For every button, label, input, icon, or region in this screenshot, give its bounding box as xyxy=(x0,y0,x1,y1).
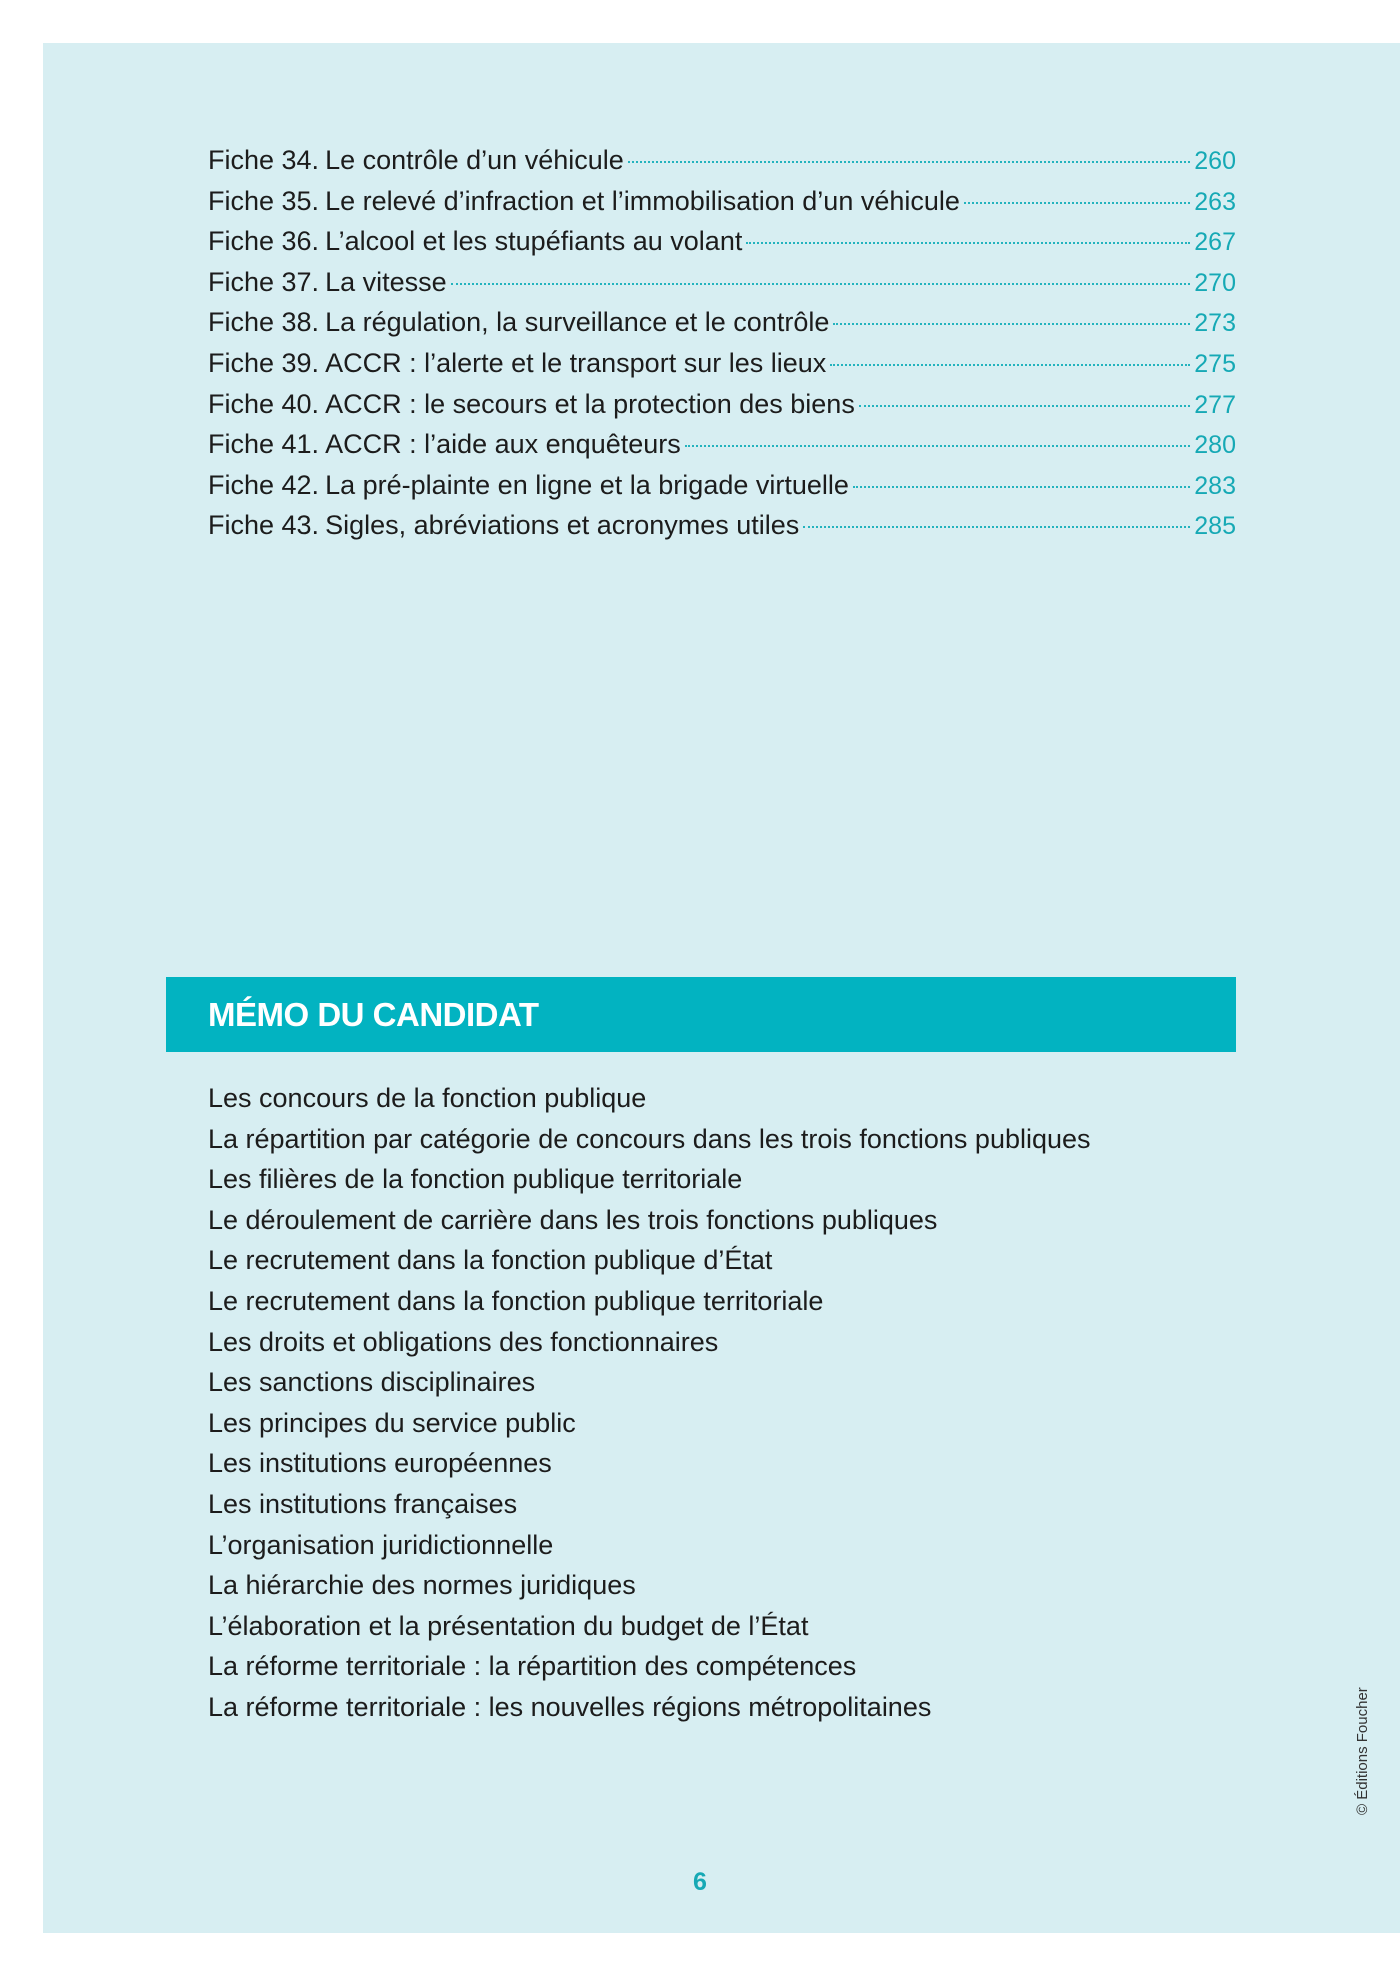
toc-entry-title: Le relevé d’infraction et l’immobilisation d’un véhicule xyxy=(325,185,960,216)
toc-entry-title: La pré-plainte en ligne et la brigade virtuelle xyxy=(325,469,849,500)
memo-section-title: MÉMO DU CANDIDAT xyxy=(208,996,539,1033)
toc-dot-leader xyxy=(853,486,1190,488)
toc-entry-page: 260 xyxy=(1194,147,1236,175)
copyright-notice: © Éditions Foucher xyxy=(1354,1687,1371,1815)
toc-entry-page: 263 xyxy=(1194,187,1236,216)
toc-dot-leader xyxy=(859,405,1190,407)
memo-section-header xyxy=(166,977,1236,1052)
toc-entry-number: Fiche 34. xyxy=(208,145,320,175)
memo-item[interactable]: La réforme territoriale : les nouvelles régions métropolitaines xyxy=(208,1691,932,1722)
memo-item[interactable]: L’organisation juridictionnelle xyxy=(208,1529,554,1560)
toc-entry-number: Fiche 37. xyxy=(208,266,320,297)
toc-entry[interactable] xyxy=(208,470,1236,511)
toc-entry-number: Fiche 42. xyxy=(208,469,320,500)
toc-entry-number: Fiche 43. xyxy=(208,510,320,541)
toc-entry[interactable] xyxy=(208,510,1236,551)
toc-dot-leader xyxy=(746,242,1190,244)
toc-entry-page: 283 xyxy=(1194,471,1236,500)
page-number: 6 xyxy=(693,1868,707,1896)
toc-dot-leader xyxy=(685,445,1191,447)
toc-entry-page: 270 xyxy=(1194,268,1236,297)
memo-item[interactable]: La répartition par catégorie de concours dans les trois fonctions publiques xyxy=(208,1123,1091,1154)
toc-entry-title: ACCR : le secours et la protection des biens xyxy=(325,388,855,419)
toc-entry[interactable] xyxy=(208,307,1236,348)
toc-dot-leader xyxy=(964,202,1190,204)
toc-entry-number: Fiche 38. xyxy=(208,307,320,338)
toc-entry[interactable] xyxy=(208,267,1236,308)
toc-entry-page: 273 xyxy=(1194,309,1236,338)
toc-dot-leader xyxy=(628,161,1191,163)
memo-item[interactable]: L’élaboration et la présentation du budget de l’État xyxy=(208,1610,809,1641)
table-of-contents xyxy=(208,145,1236,551)
memo-item[interactable]: Les sanctions disciplinaires xyxy=(208,1367,536,1398)
memo-list xyxy=(208,1078,1258,1728)
toc-entry-number: Fiche 36. xyxy=(208,226,320,257)
memo-item[interactable]: Les institutions européennes xyxy=(208,1448,552,1479)
toc-dot-leader xyxy=(451,283,1191,285)
toc-dot-leader xyxy=(830,364,1190,366)
memo-item[interactable]: Les droits et obligations des fonctionnaires xyxy=(208,1326,719,1357)
memo-item[interactable]: Les institutions françaises xyxy=(208,1488,518,1519)
toc-entry-page: 280 xyxy=(1194,431,1236,460)
toc-entry[interactable] xyxy=(208,186,1236,227)
memo-item[interactable]: Le recrutement dans la fonction publique territoriale xyxy=(208,1285,824,1316)
memo-item[interactable]: Les concours de la fonction publique xyxy=(208,1083,647,1113)
toc-entry-title: L’alcool et les stupéfiants au volant xyxy=(325,226,743,257)
toc-entry[interactable] xyxy=(208,226,1236,267)
toc-entry-page: 275 xyxy=(1194,349,1236,378)
toc-entry-title: ACCR : l’aide aux enquêteurs xyxy=(325,429,681,460)
toc-entry-number: Fiche 35. xyxy=(208,185,320,216)
toc-entry-title: ACCR : l’alerte et le transport sur les lieux xyxy=(325,347,827,378)
memo-item[interactable]: La réforme territoriale : la répartition des compétences xyxy=(208,1651,857,1682)
memo-item[interactable]: Les filières de la fonction publique territoriale xyxy=(208,1164,743,1195)
toc-dot-leader xyxy=(803,526,1190,528)
toc-entry-number: Fiche 39. xyxy=(208,347,320,378)
toc-entry[interactable] xyxy=(208,429,1236,470)
toc-entry-title: Sigles, abréviations et acronymes utiles xyxy=(325,510,800,541)
toc-entry-page: 267 xyxy=(1194,228,1236,257)
memo-item[interactable]: Le déroulement de carrière dans les trois fonctions publiques xyxy=(208,1204,938,1235)
toc-entry-number: Fiche 40. xyxy=(208,388,320,419)
toc-entry[interactable] xyxy=(208,348,1236,389)
toc-dot-leader xyxy=(833,323,1190,325)
toc-entry[interactable] xyxy=(208,145,1236,186)
toc-entry-number: Fiche 41. xyxy=(208,429,320,460)
toc-entry-title: La vitesse xyxy=(325,266,447,297)
memo-item[interactable]: Les principes du service public xyxy=(208,1407,576,1438)
toc-entry[interactable] xyxy=(208,389,1236,430)
toc-entry-page: 277 xyxy=(1194,390,1236,419)
toc-entry-page: 285 xyxy=(1194,512,1236,541)
memo-item[interactable]: Le recrutement dans la fonction publique d’État xyxy=(208,1245,773,1276)
toc-entry-title: Le contrôle d’un véhicule xyxy=(325,145,624,175)
memo-item[interactable]: La hiérarchie des normes juridiques xyxy=(208,1570,636,1601)
toc-entry-title: La régulation, la surveillance et le contrôle xyxy=(325,307,830,338)
